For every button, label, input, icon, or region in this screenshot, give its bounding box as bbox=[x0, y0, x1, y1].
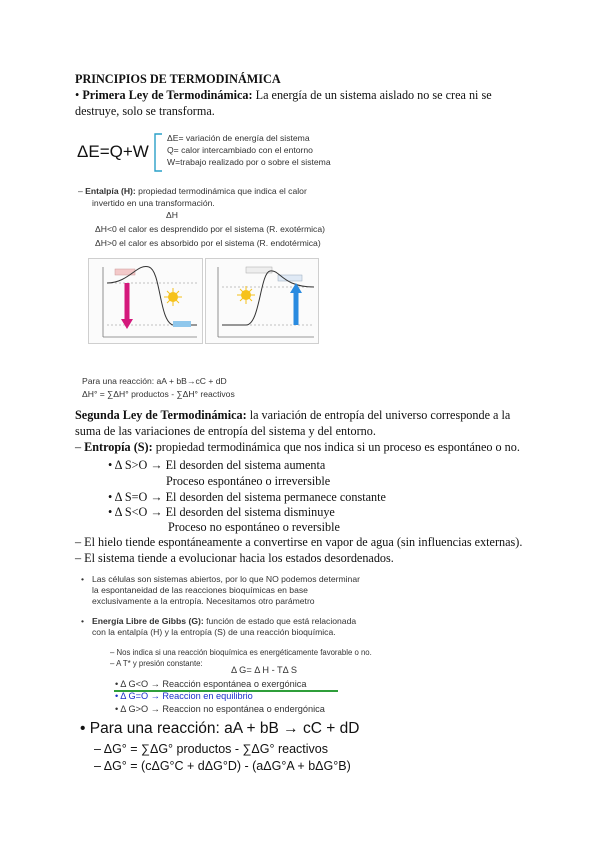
delta-e-equation: ΔE=Q+W bbox=[77, 142, 149, 161]
entropy-item-decrease: • Δ S<O → El desorden del sistema disminuye bbox=[108, 505, 335, 519]
endothermic-diagram bbox=[205, 258, 319, 344]
entropy-label: Entropía (S): bbox=[84, 440, 153, 454]
reaction2-line1: • Para una reacción: aA + bB → cC + dD bbox=[80, 720, 360, 737]
entropy-item-increase: • Δ S>O → El desorden del sistema aumenta bbox=[108, 458, 326, 472]
entropy-text: propiedad termodinámica que nos indica si un proceso es espontáneo o no. bbox=[152, 440, 520, 454]
gibbs-intro-line3: exclusivamente a la entropía. Necesitamos otro parámetro bbox=[92, 596, 315, 606]
brace-icon bbox=[150, 133, 164, 173]
entropy-item-constant: • Δ S=O → El desorden del sistema permanece constante bbox=[108, 490, 386, 504]
gibbs-text1: función de estado que está relacionada bbox=[203, 616, 357, 626]
entropy-line bbox=[75, 440, 520, 455]
enthalpy-dash: – bbox=[78, 186, 83, 196]
enthalpy-line2: invertido en una transformación. bbox=[92, 198, 215, 208]
gibbs-line2: con la entalpía (H) y la entropía (S) de una reacción bioquímica. bbox=[92, 627, 336, 637]
entropy-item-increase-note: Proceso espontáneo o irreversible bbox=[166, 474, 331, 488]
gibbs-note2: – A T* y presión constante: bbox=[110, 659, 203, 668]
definition-w: W=trabajo realizado por o sobre el sistema bbox=[167, 157, 331, 167]
gibbs-item-spontaneous: • Δ G<O → Reacción espontánea o exergónica bbox=[115, 679, 307, 689]
first-law-label: Primera Ley de Termodinámica: bbox=[82, 88, 253, 102]
enthalpy-label: Entalpía (H): bbox=[85, 186, 136, 196]
gibbs-bullet: • bbox=[81, 616, 85, 626]
second-law-line1 bbox=[75, 408, 510, 423]
definition-delta-e: ΔE= variación de energía del sistema bbox=[167, 133, 310, 143]
enthalpy-positive: ΔH>0 el calor es absorbido por el sistema (R. endotérmica) bbox=[95, 238, 321, 248]
definition-q: Q= calor intercambiado con el entorno bbox=[167, 145, 313, 155]
gibbs-note1: – Nos indica si una reacción bioquímica es energéticamente favorable o no. bbox=[110, 648, 372, 657]
enthalpy-symbol: ΔH bbox=[166, 210, 178, 220]
reaction1-line2: ΔH° = ∑ΔH° productos - ∑ΔH° reactivos bbox=[82, 389, 235, 399]
second-law-line2: suma de las variaciones de entropía del sistema y del entorno. bbox=[75, 424, 376, 438]
first-law-line2: destruye, solo se transforma. bbox=[75, 104, 215, 118]
enthalpy-line1 bbox=[78, 186, 307, 197]
gibbs-item-equilibrium: • Δ G=O → Reaccion en equilibrio bbox=[115, 691, 253, 701]
endothermic-diagram-plot bbox=[206, 259, 318, 343]
reaction2-line3: – ΔG° = (cΔG°C + dΔG°D) - (aΔG°A + bΔG°B) bbox=[94, 759, 351, 773]
gibbs-item-nonspontaneous: • Δ G>O → Reaccion no espontánea o endergónica bbox=[115, 704, 325, 714]
first-law-text1: La energía de un sistema aislado no se crea ni se bbox=[252, 88, 492, 102]
first-law-line1 bbox=[75, 88, 492, 103]
gibbs-formula: Δ G= Δ H - TΔ S bbox=[231, 665, 297, 675]
gibbs-line1 bbox=[92, 616, 356, 627]
reaction2-line2: – ΔG° = ∑ΔG° productos - ∑ΔG° reactivos bbox=[94, 742, 328, 756]
enthalpy-text1: propiedad termodinámica que indica el calor bbox=[135, 186, 307, 196]
exothermic-diagram-plot bbox=[89, 259, 202, 343]
entropy-dash: – bbox=[75, 440, 82, 454]
reaction1-line1: Para una reacción: aA + bB→cC + dD bbox=[82, 376, 227, 386]
second-law-text1: la variación de entropía del universo corresponde a la bbox=[246, 408, 511, 422]
gibbs-intro-line1: Las células son sistemas abiertos, por lo que NO podemos determinar bbox=[92, 574, 360, 584]
page-title: PRINCIPIOS DE TERMODINÁMICA bbox=[75, 72, 281, 86]
exothermic-diagram bbox=[88, 258, 203, 344]
gibbs-bullet-intro: • bbox=[81, 574, 85, 584]
entropy-example-disorder: – El sistema tiende a evolucionar hacia los estados desordenados. bbox=[75, 551, 394, 565]
enthalpy-negative: ΔH<0 el calor es desprendido por el sistema (R. exotérmica) bbox=[95, 224, 325, 234]
entropy-item-decrease-note: Proceso no espontáneo o reversible bbox=[168, 520, 340, 534]
gibbs-label: Energía Libre de Gibbs (G): bbox=[92, 616, 204, 626]
second-law-label: Segunda Ley de Termodinámica: bbox=[75, 408, 247, 422]
gibbs-intro-line2: la espontaneidad de las reacciones bioquímicas en base bbox=[92, 585, 308, 595]
entropy-example-ice: – El hielo tiende espontáneamente a convertirse en vapor de agua (sin influencias externas). bbox=[75, 535, 523, 549]
first-law-bullet: • bbox=[75, 88, 80, 102]
